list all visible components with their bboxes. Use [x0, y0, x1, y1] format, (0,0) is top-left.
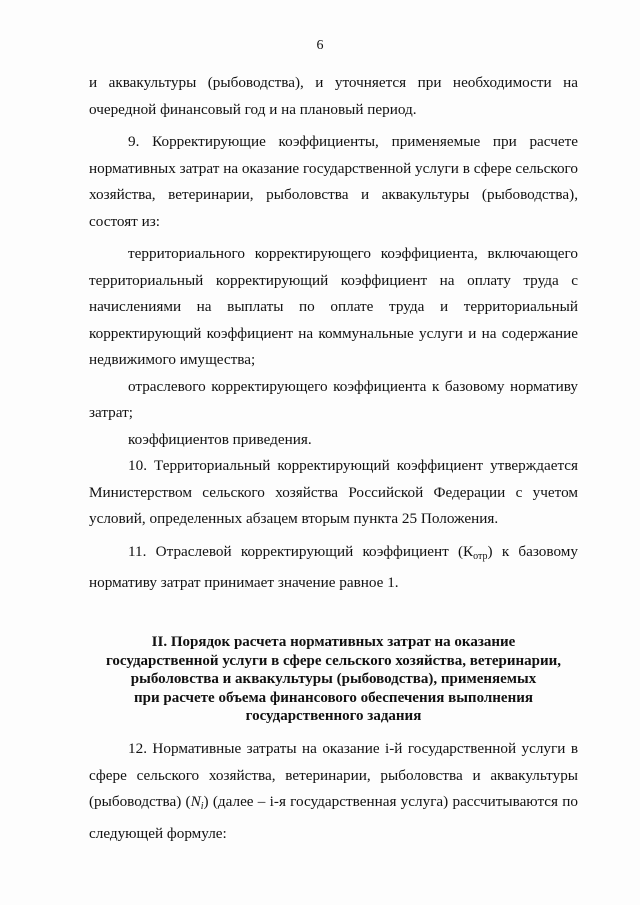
bottom-text-block [89, 736, 578, 847]
paragraph-item-10: 10. Территориальный корректирующий коэффициент утверждается Министерством сельского хозяйства Российской Федерации с учетом условий, определенных абзацем вторым пункта 25 Положения. [89, 457, 578, 527]
item-12-text-end: ) (далее – i-я государственная услуга) рассчитываются по следующей формуле: [89, 793, 578, 842]
item-11-subscript: отр [473, 550, 488, 562]
item-11-text-end: ) к базовому нормативу затрат принимает значение равное 1. [89, 542, 578, 591]
paragraph-item-11 [89, 539, 578, 597]
paragraph-item-9: 9. Корректирующие коэффициенты, применяемые при расчете нормативных затрат на оказание государственной услуги в сфере сельского хозяйства, ветеринарии, рыболовства и аквакультуры (рыбоводства), состоят из: [89, 133, 578, 230]
heading-line-1: II. Порядок расчета нормативных затрат на оказание [151, 634, 516, 650]
page-number: 6 [316, 38, 324, 53]
heading-line-5: государственного задания [245, 708, 422, 724]
formula-variable-n: N [190, 793, 201, 810]
paragraph-sectoral-coefficient: отраслевого корректирующего коэффициента к базовому нормативу затрат; [89, 377, 578, 421]
item-12-text-start: 12. Нормативные затраты на оказание i-й государственной услуги в сфере сельского хозяйства, ветеринарии, рыболовства и аквакультуры (рыбоводства) ( [89, 740, 578, 810]
top-text-block [89, 70, 578, 597]
paragraph-continuation: и аквакультуры (рыбоводства), и уточняется при необходимости на очередной финансовый год и на плановый период. [89, 74, 578, 118]
heading-line-3: рыболовства и аквакультуры (рыбоводства), применяемых [130, 671, 537, 687]
item-11-text-start: 11. Отраслевой корректирующий коэффициент (К [128, 542, 474, 560]
formula-variable-subscript: i [200, 801, 204, 812]
paragraph-territorial-coefficient: территориального корректирующего коэффициента, включающего территориальный корректирующий коэффициент на оплату труда с начислениями на выплаты по оплате труда и территориальный корректирующий коэффициент на коммунальные услуги и на содержание недвижимого имущества; [89, 245, 578, 368]
heading-line-2: государственной услуги в сфере сельского хозяйства, ветеринарии, [105, 652, 562, 669]
section-heading [89, 633, 578, 726]
heading-line-4: при расчете объема финансового обеспечения выполнения [133, 689, 533, 706]
paragraph-item-12 [89, 736, 578, 847]
paragraph-reduction-coefficients: коэффициентов приведения. [128, 430, 312, 448]
